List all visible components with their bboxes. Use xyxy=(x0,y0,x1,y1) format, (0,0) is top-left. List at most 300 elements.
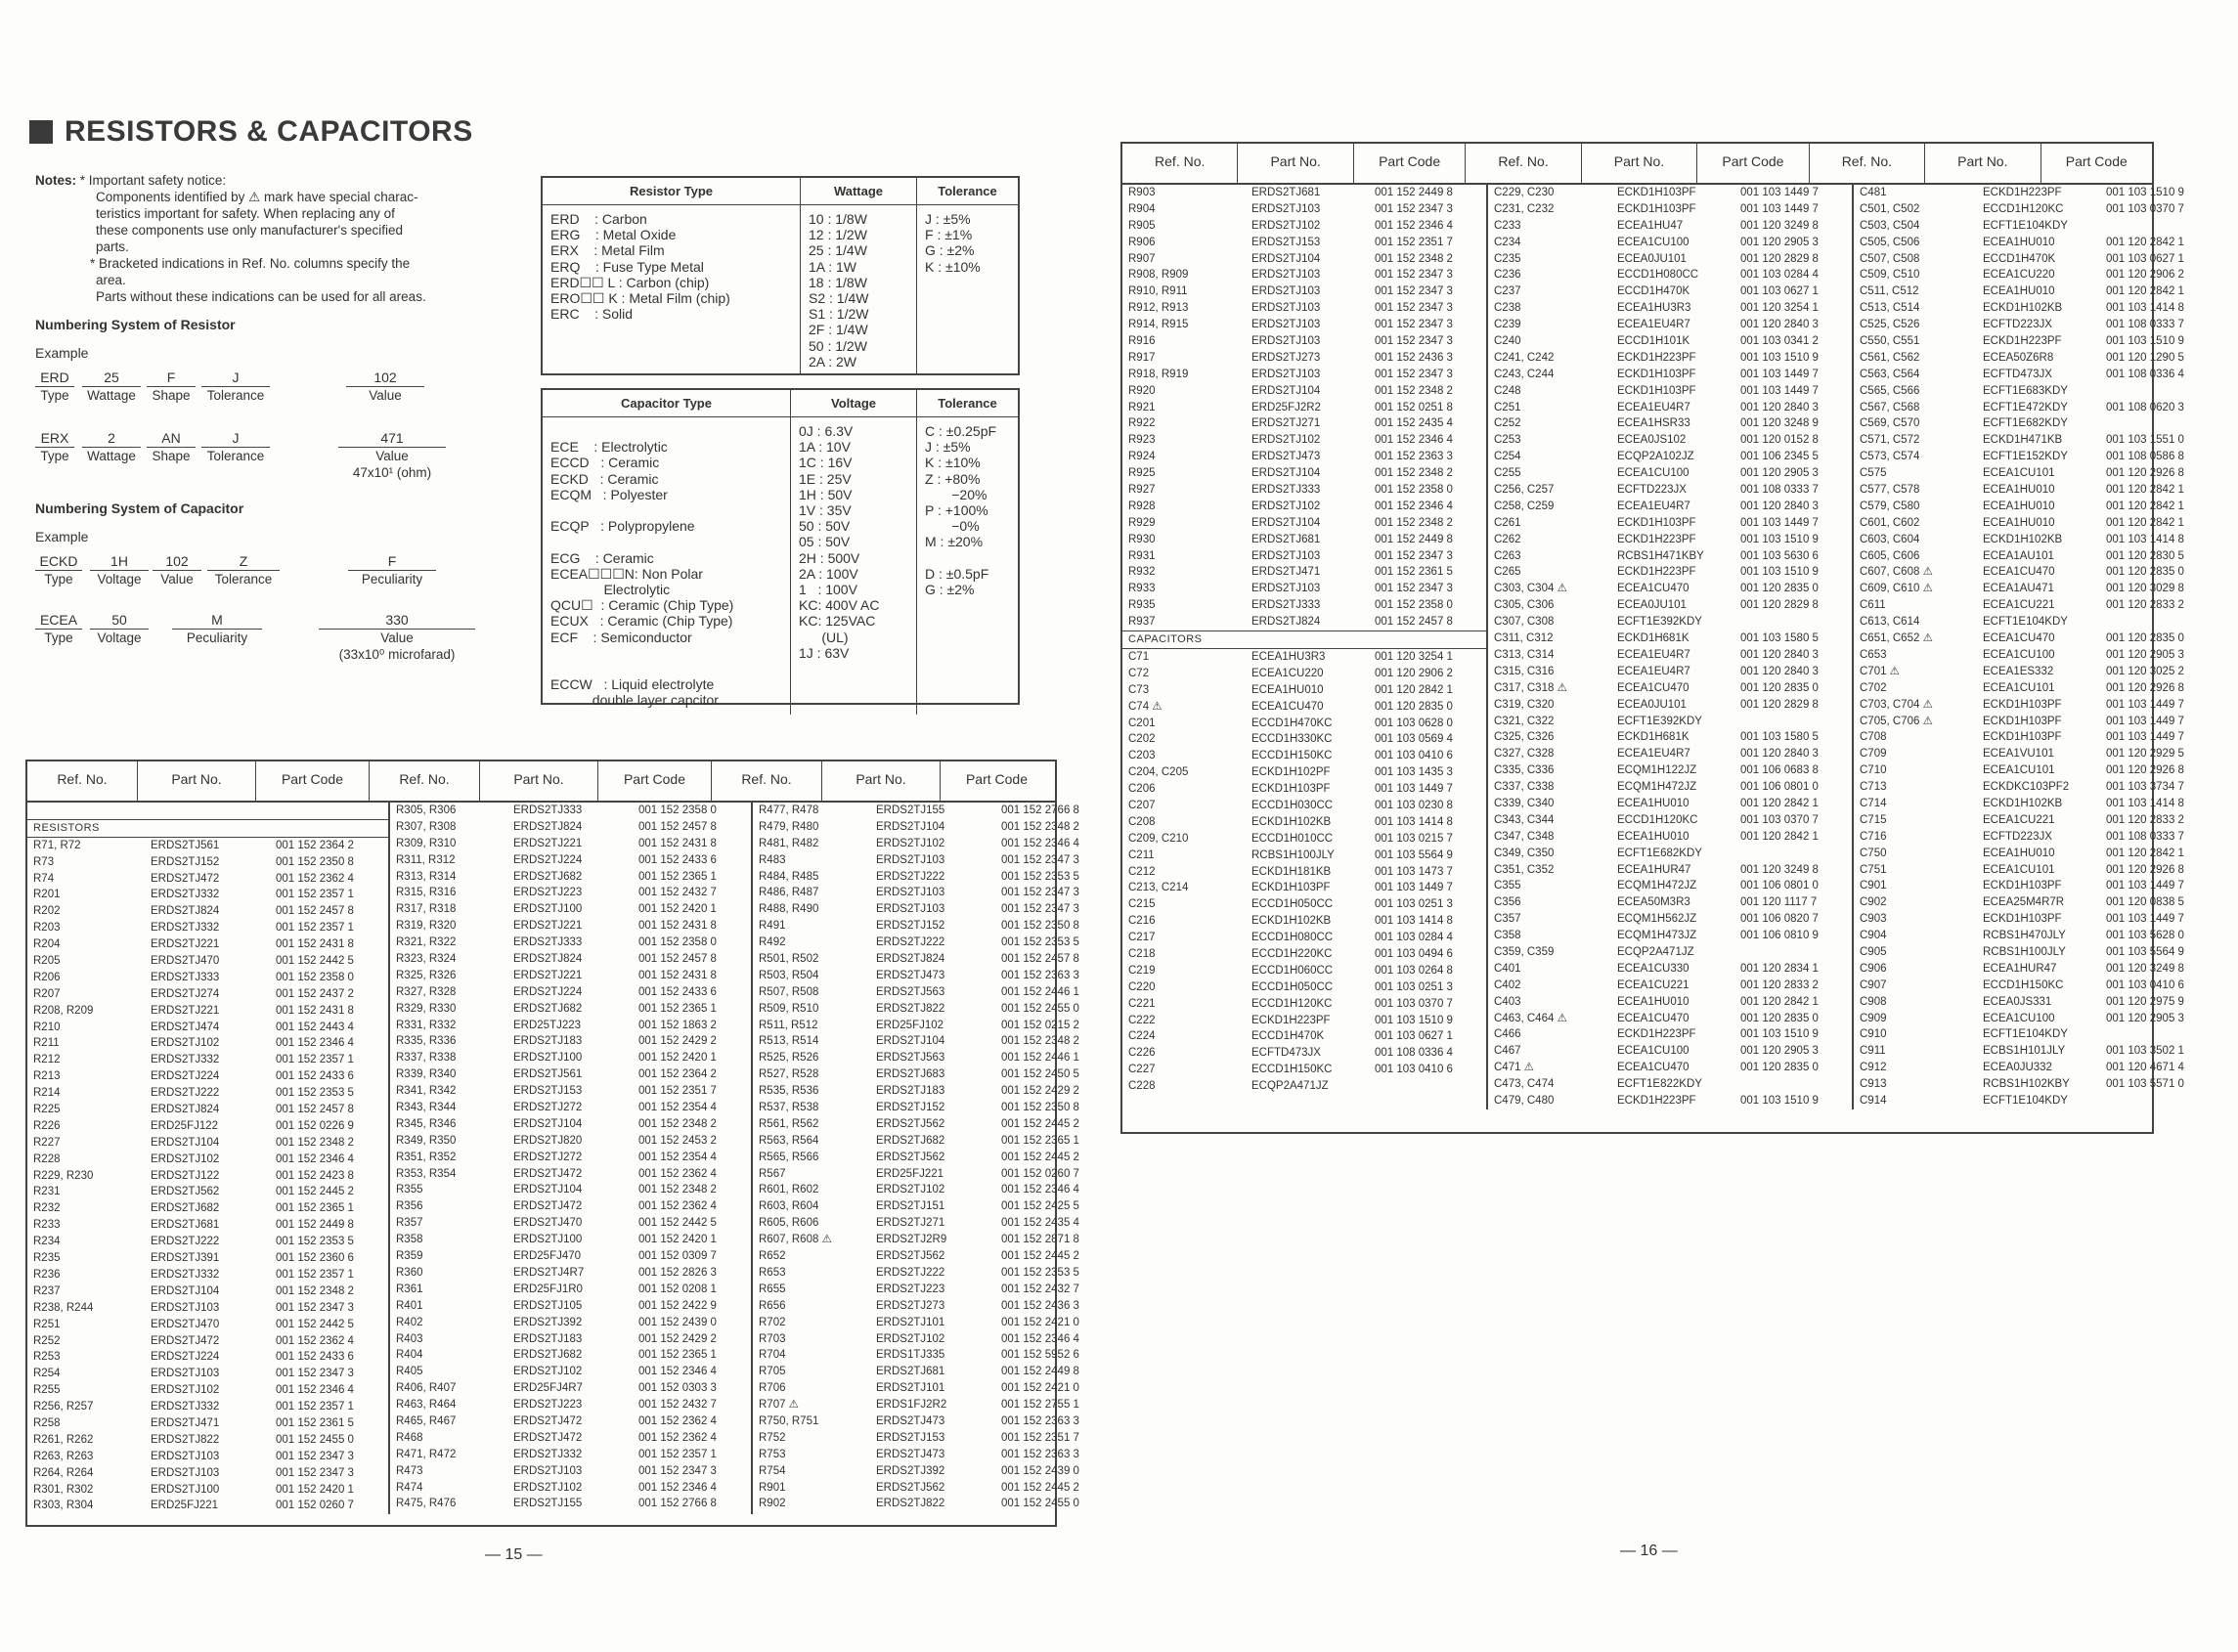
notes-line: Parts without these indications can be used for all areas. xyxy=(96,289,426,304)
part-no-cell: ECEA1HU010 xyxy=(1617,995,1689,1008)
part-code-cell: 001 152 2449 8 xyxy=(1001,1366,1079,1378)
ref-no-cell: R491 xyxy=(759,920,786,933)
part-no-cell: ECKD1H102KB xyxy=(1983,797,2063,809)
table-row xyxy=(1854,680,2217,697)
part-no-cell: ECKD1H102KB xyxy=(1251,815,1332,828)
part-no-cell: ECKD1H103PF xyxy=(1983,913,2062,926)
voltage-entry: 1V : 35V xyxy=(799,502,852,519)
notes-line: * Bracketed indications in Ref. No. columns specify the xyxy=(90,256,411,271)
part-no-cell: ERDS2TJ681 xyxy=(1251,533,1321,545)
ref-no-cell: R71, R72 xyxy=(33,839,81,851)
part-code-cell: 001 103 1414 8 xyxy=(2106,302,2184,315)
table-row xyxy=(753,1018,1114,1034)
ref-no-cell: C573, C574 xyxy=(1860,451,1920,463)
table-row xyxy=(27,1382,388,1399)
part-no-cell: ERD25FJ221 xyxy=(151,1500,219,1512)
ref-no-cell: C224 xyxy=(1128,1030,1156,1043)
table-row xyxy=(1854,779,2217,796)
part-code-cell: 001 152 2439 0 xyxy=(1001,1464,1079,1477)
ref-no-cell: C222 xyxy=(1128,1014,1156,1026)
ref-no-cell: R603, R604 xyxy=(759,1200,819,1213)
part-code-cell: 001 103 5571 0 xyxy=(2106,1078,2184,1091)
table-row xyxy=(1122,864,1486,881)
ref-no-cell: C319, C320 xyxy=(1494,698,1555,711)
part-code-cell: 001 152 0260 7 xyxy=(1001,1167,1079,1180)
part-code-cell: 001 106 0683 8 xyxy=(1740,764,1819,777)
ref-no-cell: C550, C551 xyxy=(1860,335,1920,348)
table-row xyxy=(390,901,751,918)
part-code-cell: 001 152 2353 5 xyxy=(1001,870,1079,883)
part-code-cell: 001 103 1414 8 xyxy=(2106,797,2184,809)
ref-no-cell: C525, C526 xyxy=(1860,319,1920,331)
voltage-entry: 05 : 50V xyxy=(799,534,851,550)
part-no-cell: ERDS2TJ824 xyxy=(513,820,583,833)
table-row xyxy=(27,1366,388,1382)
part-code-cell: 001 120 2926 8 xyxy=(2106,681,2184,694)
ref-no-cell: CAPACITORS xyxy=(1128,633,1203,646)
wattage-entry: 18 : 1/8W xyxy=(809,274,867,290)
ref-no-cell: C317, C318 ⚠ xyxy=(1494,681,1567,694)
ref-no-cell: R601, R602 xyxy=(759,1184,819,1196)
part-code-cell: 001 120 2835 0 xyxy=(1740,1062,1819,1074)
ref-no-cell: R930 xyxy=(1128,533,1156,545)
part-code-cell: 001 103 0370 7 xyxy=(1375,997,1453,1010)
table-row xyxy=(1488,499,1852,515)
part-no-cell: ECCD1H120KC xyxy=(1983,202,2064,215)
ref-no-cell: R254 xyxy=(33,1368,61,1380)
part-code-cell: 001 103 1510 9 xyxy=(1740,351,1819,364)
ref-no-cell: C571, C572 xyxy=(1860,434,1920,447)
table-row xyxy=(1122,350,1486,367)
part-no-cell: ERDS2TJ333 xyxy=(1251,599,1321,612)
part-no-cell: ERDS2TJ681 xyxy=(1251,187,1321,198)
table-row xyxy=(1854,218,2217,235)
part-code-cell: 001 103 0370 7 xyxy=(1740,813,1819,826)
table-row xyxy=(1488,235,1852,251)
table-row xyxy=(1854,746,2217,762)
part-code-cell: 001 152 2348 2 xyxy=(1375,252,1453,265)
ref-no-cell: R258 xyxy=(33,1416,61,1429)
ref-no-cell: C255 xyxy=(1494,467,1521,480)
ref-no-cell: R256, R257 xyxy=(33,1401,94,1413)
ref-no-cell: R213 xyxy=(33,1070,61,1083)
part-no-cell: ECQP2A102JZ xyxy=(1617,451,1694,463)
table-row xyxy=(1122,564,1486,581)
part-code-cell: 001 103 1449 7 xyxy=(2106,880,2184,892)
ref-no-cell: R928 xyxy=(1128,500,1156,512)
part-no-cell: ERDS2TJ100 xyxy=(513,903,583,916)
part-no-cell: ECKD1H181KB xyxy=(1251,865,1332,878)
resistor-type-entry: ERC : Solid xyxy=(550,306,634,323)
table-row xyxy=(1122,532,1486,548)
table-row xyxy=(390,1232,751,1248)
table-row xyxy=(27,1465,388,1482)
part-code-cell: 001 103 1449 7 xyxy=(1740,187,1819,198)
table-row xyxy=(1122,1028,1486,1045)
ref-no-cell: C351, C352 xyxy=(1494,863,1555,876)
table-row xyxy=(753,984,1114,1001)
part-no-cell: ERDS2TJ221 xyxy=(151,1004,220,1017)
notes-block xyxy=(35,172,495,671)
table-row xyxy=(1488,317,1852,333)
ref-no-cell: R511, R512 xyxy=(759,1019,818,1031)
part-code-cell: 001 152 2353 5 xyxy=(1001,1266,1079,1279)
part-code-cell: 001 108 0336 4 xyxy=(1375,1047,1453,1060)
part-code-cell: 001 120 2842 1 xyxy=(2106,500,2184,512)
part-no-cell: ECEA1CU100 xyxy=(1617,467,1689,480)
tolerance-entry xyxy=(925,550,1010,566)
table-row xyxy=(1122,383,1486,400)
table-row xyxy=(1122,963,1486,979)
ref-no-cell: R227 xyxy=(33,1136,61,1149)
table-row xyxy=(27,1118,388,1135)
ref-no-cell: C202 xyxy=(1128,733,1156,746)
ref-no-cell: C651, C652 ⚠ xyxy=(1860,632,1933,645)
tolerance-entry: G : ±2% xyxy=(925,582,975,598)
table-row xyxy=(753,852,1114,869)
part-no-cell: ECKD1H223PF xyxy=(1983,335,2062,348)
table-row xyxy=(1122,798,1486,814)
part-no-cell: ERDS2TJ221 xyxy=(151,938,220,951)
ref-no-cell: R203 xyxy=(33,922,61,935)
part-code-cell: 001 120 0838 5 xyxy=(2106,896,2184,909)
ref-no-cell: R74 xyxy=(33,872,55,885)
part-no-cell: ERDS2TJ222 xyxy=(151,1236,220,1248)
part-code-cell: 001 152 2348 2 xyxy=(1375,384,1453,397)
ref-no-cell: R563, R564 xyxy=(759,1134,819,1147)
part-code-cell: 001 152 2347 3 xyxy=(276,1368,354,1380)
table-row xyxy=(27,803,388,819)
part-code-cell: 001 152 2457 8 xyxy=(276,905,354,918)
ref-no-cell: C471 ⚠ xyxy=(1494,1062,1534,1074)
part-no-cell: ECCD1H050CC xyxy=(1251,980,1334,993)
part-code-cell: 001 103 0251 3 xyxy=(1375,898,1453,911)
part-no-cell: ERDS2TJ103 xyxy=(876,887,945,899)
part-no-cell: ERDS2TJ221 xyxy=(513,969,583,981)
table-row xyxy=(1488,796,1852,812)
part-code-cell: 001 120 3254 1 xyxy=(1375,650,1453,663)
table-row xyxy=(1854,465,2217,482)
ref-no-cell: C335, C336 xyxy=(1494,764,1555,777)
part-code-cell: 001 152 2457 8 xyxy=(1375,616,1453,629)
table-row xyxy=(390,803,751,819)
ref-no-cell: R301, R302 xyxy=(33,1483,94,1496)
ref-no-cell: R404 xyxy=(396,1349,423,1362)
part-no-cell: ECKD1H103PF xyxy=(1251,882,1331,894)
part-code-cell: 001 152 2443 4 xyxy=(276,1021,354,1033)
part-code-cell: 001 120 2929 5 xyxy=(2106,748,2184,761)
part-no-cell: ECEA0JU332 xyxy=(1983,1062,2052,1074)
part-code-cell: 001 152 2347 3 xyxy=(1375,368,1453,380)
capacitor-numbering-heading: Numbering System of Capacitor xyxy=(35,500,244,516)
resistor-example-2: ERX Type 2 Wattage AN Shape J Tolerance 471 Value 47x10¹ (ohm) xyxy=(35,430,495,489)
ref-no-cell: C511, C512 xyxy=(1860,285,1919,298)
part-no-cell: ECEA0JS102 xyxy=(1617,434,1687,447)
part-no-cell: ERD25FJ221 xyxy=(876,1167,944,1180)
ref-no-cell: C343, C344 xyxy=(1494,813,1555,826)
part-code-cell: 001 120 2840 3 xyxy=(1740,401,1819,413)
table-row xyxy=(27,953,388,970)
wattage-entry: 12 : 1/2W xyxy=(809,227,867,243)
part-no-cell: ERDS2TJ271 xyxy=(1251,417,1321,430)
part-code-cell: 001 152 2363 3 xyxy=(1001,1414,1079,1427)
table-row xyxy=(27,1217,388,1234)
table-row xyxy=(27,1102,388,1118)
ref-no-cell: R329, R330 xyxy=(396,1002,457,1015)
part-code-cell: 001 103 0627 1 xyxy=(1375,1030,1453,1043)
table-row xyxy=(1854,630,2217,647)
part-no-cell: ERDS2TJ222 xyxy=(151,1087,220,1100)
part-code-cell: 001 120 2835 0 xyxy=(2106,632,2184,645)
table-row xyxy=(1122,896,1486,913)
part-code-cell: 001 120 2842 1 xyxy=(2106,484,2184,497)
ref-no-cell: R537, R538 xyxy=(759,1102,819,1114)
ref-no-cell: R402 xyxy=(396,1316,423,1328)
ref-no-cell: R525, R526 xyxy=(759,1052,819,1065)
part-no-cell: ERDS2TJ391 xyxy=(151,1252,220,1265)
ref-no-cell: C358 xyxy=(1494,930,1521,942)
ref-no-cell: C473, C474 xyxy=(1494,1078,1555,1091)
table-row xyxy=(390,852,751,869)
ref-no-cell: R927 xyxy=(1128,484,1156,497)
part-code-cell: 001 152 2346 4 xyxy=(1375,434,1453,447)
part-code-cell: 001 120 2829 8 xyxy=(1740,599,1819,612)
table-row xyxy=(1122,235,1486,251)
part-code-cell: 001 152 2457 8 xyxy=(638,820,717,833)
part-no-cell: ECEA1EU4R7 xyxy=(1617,648,1690,661)
part-no-cell: ERDS2TJ102 xyxy=(513,1366,583,1378)
ref-no-cell: R465, R467 xyxy=(396,1414,457,1427)
ref-no-cell: R484, R485 xyxy=(759,870,819,883)
ref-no-cell: R321, R322 xyxy=(396,936,457,949)
part-code-cell: 001 152 2431 8 xyxy=(638,920,717,933)
table-row xyxy=(1488,928,1852,944)
table-row xyxy=(390,1298,751,1315)
part-code-cell: 001 152 2347 3 xyxy=(638,1464,717,1477)
ref-no-cell: R908, R909 xyxy=(1128,269,1189,282)
example-label: Example xyxy=(35,529,89,544)
notes-line: parts. xyxy=(96,239,129,254)
ref-no-cell: R405 xyxy=(396,1366,423,1378)
part-code-cell: 001 152 0251 8 xyxy=(1375,401,1453,413)
table-row xyxy=(753,1083,1114,1100)
part-no-cell: ECCD1H220KC xyxy=(1251,947,1333,960)
ref-no-cell: R323, R324 xyxy=(396,953,457,966)
part-code-cell: 001 103 1510 9 xyxy=(1740,1028,1819,1041)
table-row xyxy=(753,1248,1114,1265)
tolerance-list xyxy=(917,417,1019,715)
ref-no-cell: C355 xyxy=(1494,880,1521,892)
ref-no-cell: R349, R350 xyxy=(396,1134,457,1147)
part-no-cell: ECEA1HU010 xyxy=(1983,500,2055,512)
wattage-entry: 2A : 2W xyxy=(809,353,857,370)
wattage-entry: 50 : 1/2W xyxy=(809,337,867,354)
table-row xyxy=(753,1100,1114,1116)
ref-no-cell: C914 xyxy=(1860,1094,1887,1107)
part-no-cell: ERDS2TJ561 xyxy=(513,1068,583,1081)
parts-column-group xyxy=(1488,185,1854,1109)
ref-no-cell: C653 xyxy=(1860,648,1887,661)
notes-line: area. xyxy=(96,273,126,287)
table-row xyxy=(1488,862,1852,879)
ref-no-cell: R406, R407 xyxy=(396,1382,457,1395)
part-code-cell: 001 120 2840 3 xyxy=(1740,500,1819,512)
part-no-cell: ERDS2TJ472 xyxy=(151,1334,220,1347)
part-no-cell: ERDS2TJ682 xyxy=(513,1002,583,1015)
ref-no-cell: R905 xyxy=(1128,219,1156,232)
part-no-cell: ERDS2TJ155 xyxy=(876,804,945,816)
ref-no-cell: R912, R913 xyxy=(1128,302,1189,315)
part-code-cell: 001 120 3254 1 xyxy=(1740,302,1819,315)
table-row xyxy=(753,1397,1114,1413)
part-code-cell: 001 152 2347 3 xyxy=(1001,887,1079,899)
ref-no-cell: R319, R320 xyxy=(396,920,457,933)
part-code-cell: 001 152 2347 3 xyxy=(276,1301,354,1314)
table-row xyxy=(1488,1076,1852,1093)
part-no-cell: ERDS2TJ562 xyxy=(876,1151,945,1163)
part-no-cell: ERDS2TJ682 xyxy=(513,1349,583,1362)
part-no-cell: ERDS2TJ273 xyxy=(876,1299,945,1312)
part-no-cell: ERDS2TJ332 xyxy=(513,1448,583,1460)
part-code-cell: 001 120 2905 3 xyxy=(1740,236,1819,248)
part-code-cell: 001 152 2346 4 xyxy=(638,1481,717,1494)
part-no-cell: ECEA1CU101 xyxy=(1983,764,2055,777)
part-no-cell: ECEA1HSR33 xyxy=(1617,417,1690,430)
part-code-cell: 001 120 2906 2 xyxy=(1375,667,1453,679)
table-row xyxy=(1488,581,1852,597)
ref-no-cell: R343, R344 xyxy=(396,1102,457,1114)
capacitor-type-entry xyxy=(550,661,782,676)
ref-no-cell: C261 xyxy=(1494,516,1521,529)
part-no-cell: ECEA1EU4R7 xyxy=(1617,748,1690,761)
table-row xyxy=(1854,647,2217,664)
part-no-cell: ERDS2TJ333 xyxy=(513,936,583,949)
page-number-left: — 15 — xyxy=(485,1546,543,1563)
ref-no-cell: C347, C348 xyxy=(1494,830,1555,843)
part-no-cell: ECEA1CU100 xyxy=(1617,1045,1689,1058)
ref-no-cell: R264, R264 xyxy=(33,1466,94,1479)
table-row xyxy=(1122,1045,1486,1062)
part-code-cell: 001 120 2840 3 xyxy=(1740,319,1819,331)
table-row xyxy=(753,1347,1114,1364)
tolerance-list xyxy=(917,205,1019,376)
ref-no-cell: R921 xyxy=(1128,401,1156,413)
part-no-cell: ECFT1E104KDY xyxy=(1983,1028,2068,1041)
part-no-cell: ECEA50Z6R8 xyxy=(1983,351,2054,364)
ref-no-cell: R341, R342 xyxy=(396,1085,457,1098)
ref-no-cell: C603, C604 xyxy=(1860,533,1920,545)
part-no-cell: ECFTD473JX xyxy=(1983,368,2052,380)
ref-no-cell: R356 xyxy=(396,1200,423,1213)
table-row xyxy=(390,1413,751,1430)
ref-no-cell: C216 xyxy=(1128,915,1156,928)
part-code-cell: 001 103 1449 7 xyxy=(1740,516,1819,529)
ref-no-cell: C579, C580 xyxy=(1860,500,1920,512)
part-code-cell: 001 103 1510 9 xyxy=(1740,533,1819,545)
part-no-cell: ECEA1HU010 xyxy=(1617,797,1689,809)
part-no-cell: ERDS2TJ100 xyxy=(513,1052,583,1065)
part-code-cell: 001 120 2835 0 xyxy=(1740,1012,1819,1024)
table-row xyxy=(753,1315,1114,1331)
voltage-entry: KC: 125VAC xyxy=(799,613,876,630)
part-code-cell: 001 152 2445 2 xyxy=(1001,1250,1079,1263)
part-code-cell: 001 120 2840 3 xyxy=(1740,748,1819,761)
part-code-cell: 001 152 2347 3 xyxy=(1001,853,1079,866)
part-no-cell: ERDS2TJ155 xyxy=(513,1498,583,1510)
ref-no-cell: R471, R472 xyxy=(396,1448,457,1460)
part-no-cell: ECEA1ES332 xyxy=(1983,665,2054,677)
table-row xyxy=(1122,201,1486,218)
ref-no-cell: R353, R354 xyxy=(396,1167,457,1180)
part-code-cell: 001 152 2353 5 xyxy=(276,1087,354,1100)
table-row xyxy=(27,854,388,871)
part-no-cell: ECKD1H103PF xyxy=(1617,384,1696,397)
part-code-cell: 001 120 3029 8 xyxy=(2106,583,2184,595)
table-row xyxy=(27,1333,388,1350)
part-code-cell: 001 120 2926 8 xyxy=(2106,764,2184,777)
part-no-cell: ERDS2TJ103 xyxy=(1251,285,1321,298)
parts-column-group xyxy=(27,803,390,1514)
ref-no-cell: C701 ⚠ xyxy=(1860,665,1900,677)
part-no-cell: ERDS2TJ103 xyxy=(1251,583,1321,595)
part-no-cell: ECFT1E682KDY xyxy=(1617,847,1702,859)
part-no-cell: ERDS2TJ223 xyxy=(513,887,583,899)
table-row xyxy=(1854,1026,2217,1043)
capacitor-type-table xyxy=(541,388,1020,709)
part-no-cell: ERDS2TJ682 xyxy=(151,1202,220,1215)
ref-no-cell: C241, C242 xyxy=(1494,351,1555,364)
section-square-icon xyxy=(29,120,53,144)
part-code-cell: 001 120 3249 8 xyxy=(1740,863,1819,876)
ref-no-cell: R235 xyxy=(33,1252,61,1265)
part-code-cell: 001 152 2362 4 xyxy=(638,1200,717,1213)
tolerance-entry: C : ±0.25pF xyxy=(925,423,997,439)
part-no-cell: ECEA1HU010 xyxy=(1983,516,2055,529)
table-row xyxy=(1488,614,1852,630)
table-row xyxy=(390,1166,751,1183)
part-code-cell: 001 120 2833 2 xyxy=(1740,978,1819,991)
resistor-type-entry: ERX : Metal Film xyxy=(550,242,665,259)
column-header: Part No. xyxy=(1238,144,1353,183)
capacitor-type-entry: ECCD : Ceramic xyxy=(550,455,660,471)
part-no-cell: ERDS2TJ222 xyxy=(876,870,945,883)
part-no-cell: ECQM1H473JZ xyxy=(1617,930,1697,942)
tolerance-entry: −20% xyxy=(925,486,987,502)
ref-no-cell: R705 xyxy=(759,1366,786,1378)
table-row xyxy=(1854,564,2217,581)
tolerance-entry: −0% xyxy=(925,518,980,535)
part-code-cell xyxy=(268,820,388,837)
part-no-cell: ERDS2TJ392 xyxy=(876,1464,945,1477)
ref-no-cell: R923 xyxy=(1128,434,1156,447)
part-code-cell: 001 152 2445 2 xyxy=(1001,1481,1079,1494)
resistor-type-entry: ERD : Carbon xyxy=(550,211,647,227)
table-row xyxy=(27,1317,388,1333)
ref-no-cell: C577, C578 xyxy=(1860,484,1920,497)
table-row xyxy=(1854,251,2217,268)
part-no-cell: ECCD1H470K xyxy=(1617,285,1690,298)
part-no-cell: ERDS2TJ332 xyxy=(151,1401,220,1413)
ref-no-cell: R351, R352 xyxy=(396,1151,457,1163)
ref-no-cell: R479, R480 xyxy=(759,820,819,833)
ref-no-cell: R535, R536 xyxy=(759,1085,819,1098)
part-code-cell: 001 103 0284 4 xyxy=(1740,269,1819,282)
part-code-cell: 001 152 2429 2 xyxy=(638,1332,717,1345)
part-no-cell: ERDS2TJ224 xyxy=(513,985,583,998)
ref-no-cell: R360 xyxy=(396,1266,423,1279)
ref-no-cell: C503, C504 xyxy=(1860,219,1920,232)
table-row xyxy=(1488,267,1852,283)
